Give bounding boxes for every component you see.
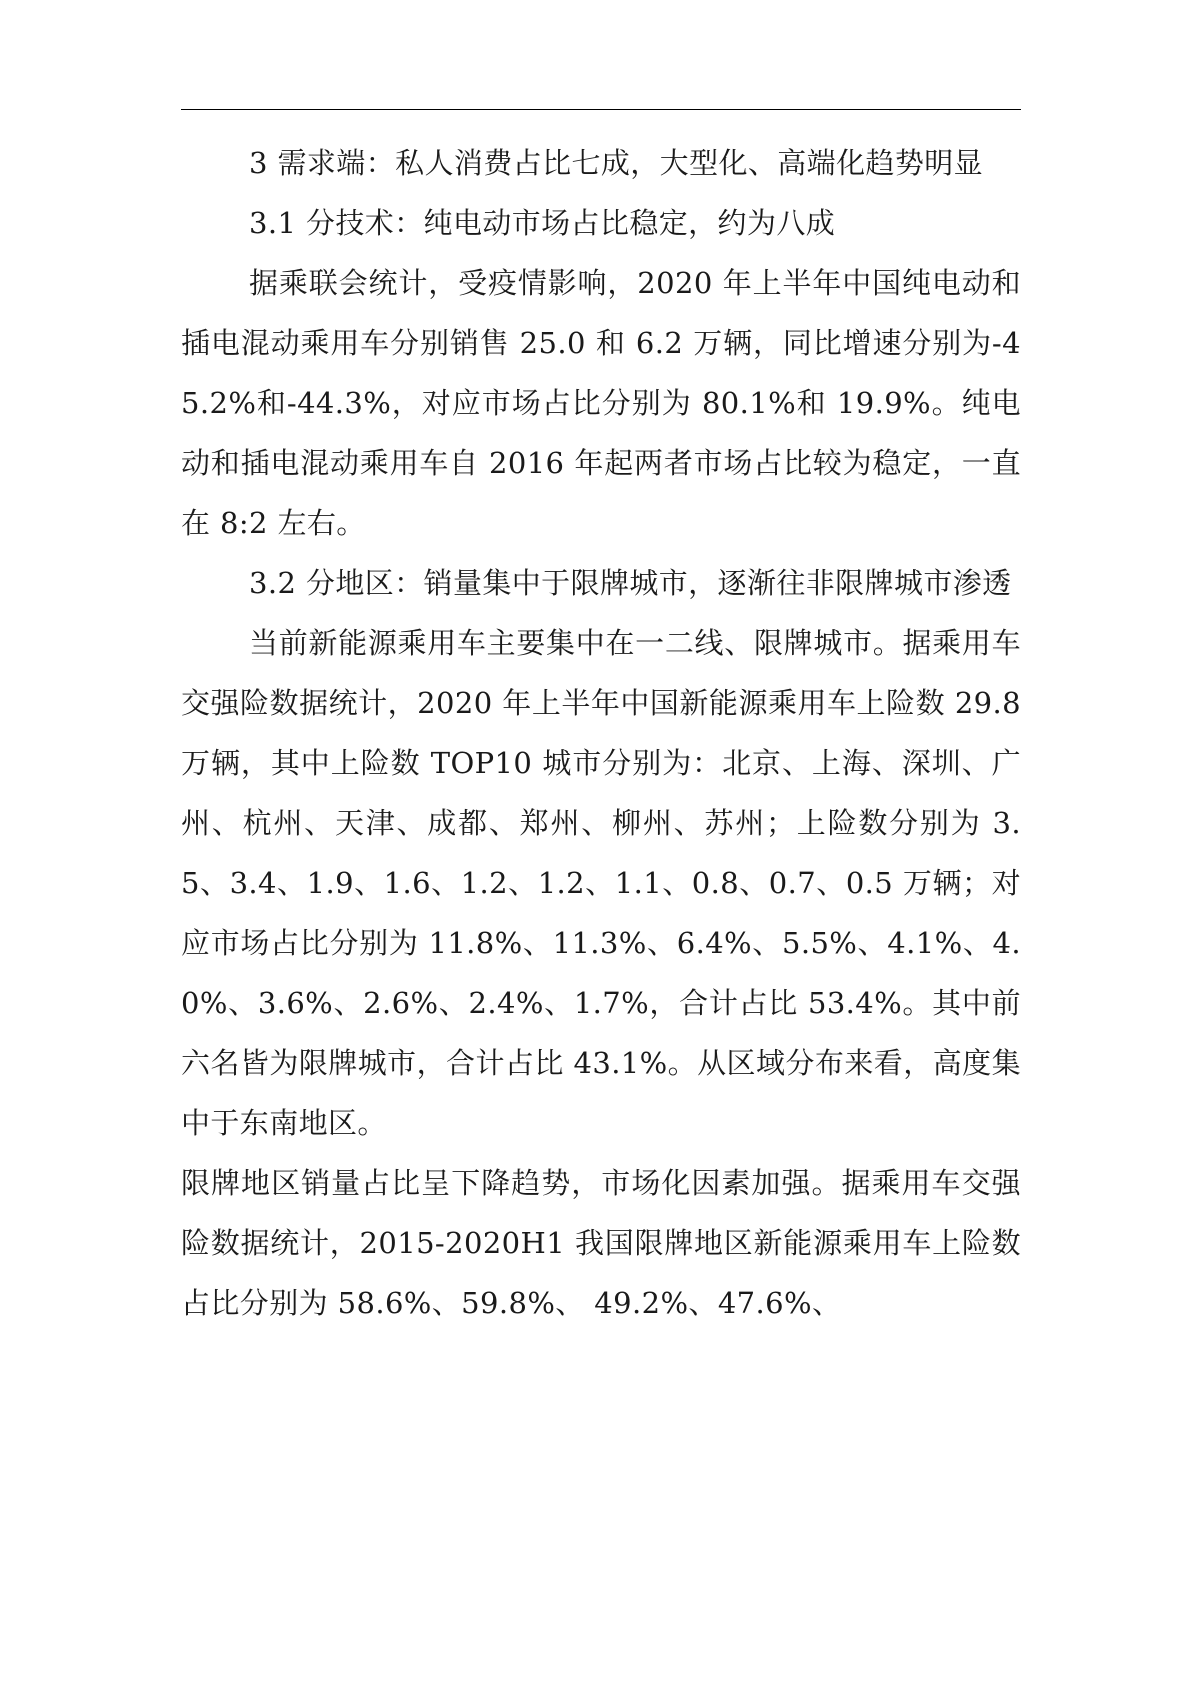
section-3-2-heading: 3.2 分地区：销量集中于限牌城市，逐渐往非限牌城市渗透	[249, 566, 1012, 600]
section-3-1-heading: 3.1 分技术：纯电动市场占比稳定，约为八成	[249, 206, 836, 240]
section-3-2-paragraph: 当前新能源乘用车主要集中在一二线、限牌城市。据乘用车交强险数据统计，2020 年上半年中国新能源乘用车上险数 29.8 万辆，其中上险数 TOP10 城市分别为：北京、上海、深圳、广州、杭州、天津、成都、郑州、柳州、苏州；上险数分别为 3.5、3.4、1.9、1.6、1.2、1.2、1.1、0.8、0.7、0.5 万辆；对应市场占比分别为 11.8%、11.3%、6.4%、5.5%、4.1%、4.0%、3.6%、2.6%、2.4%、1.7%，合计占比 53.4%。其中前六名皆为限牌城市，合计占比 43.1%。从区域分布来看，高度集中于东南地区。	[181, 626, 1021, 1140]
document-body	[181, 133, 1021, 1333]
header-rule	[181, 109, 1021, 110]
section-3-1-paragraph: 据乘联会统计，受疫情影响，2020 年上半年中国纯电动和插电混动乘用车分别销售 25.0 和 6.2 万辆，同比增速分别为-45.2%和-44.3%，对应市场占比分别为 80.1%和 19.9%。纯电动和插电混动乘用车自 2016 年起两者市场占比较为稳定，一直在 8:2 左右。	[181, 266, 1021, 540]
section-3-2-paragraph-2: 限牌地区销量占比呈下降趋势，市场化因素加强。据乘用车交强险数据统计，2015-2020H1 我国限牌地区新能源乘用车上险数占比分别为 58.6%、59.8%、 49.2%、47.6%、	[181, 1166, 1021, 1320]
section-3-heading: 3 需求端：私人消费占比七成，大型化、高端化趋势明显	[249, 146, 984, 180]
